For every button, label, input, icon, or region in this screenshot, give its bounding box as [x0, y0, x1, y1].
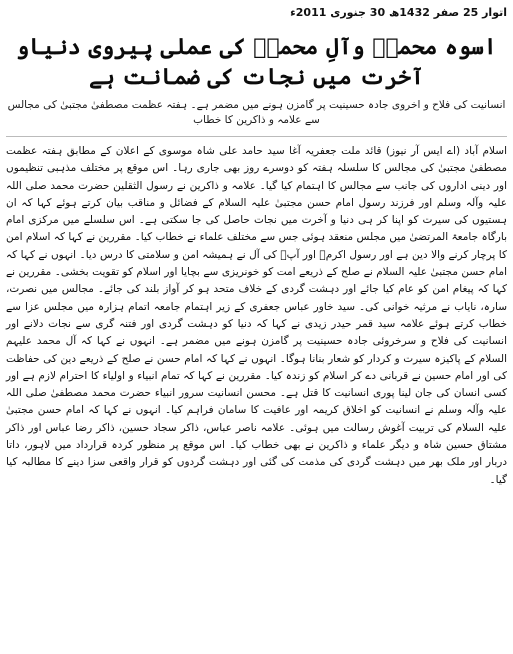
article-body: اسلام آباد (اے ایس آر نیوز) قائد ملت جعفریہ آغا سید حامد علی شاہ موسوی کے اعلان کے مطابق ہفتہ عظمت مصطفیٰ مجتبیٰ کی مجالس کا سلسلہ ہفتہ کو دوسرے روز بھی جاری رہا۔ اس موقع پر مختلف مذہبی تنظیموں اور دینی اداروں کی جانب سے مجالس کا اہتمام کیا گیا۔ علامہ و ذاکرین نے رسول الثقلین حضرت محمد صلی اللہ علیہ وآلہ وسلم اور فرزند رسول امام حسن مجتبیٰ علیہ السلام کے فضائل و مناقب بیان کرتے ہوئے کہا کہ ان ہستیوں کی سیرت کو اپنا کر ہی دنیا و آخرت میں نجات حاصل کی جا سکتی ہے۔ اس سلسلے میں مرکزی امام بارگاہ جامعۃ المرتضیٰ میں مجلس منعقد ہوئی جس سے مختلف علماء نے خطاب کیا۔ مقررین نے کہا کہ اسلام امن کا پرچار کرنے والا دین ہے اور رسول اکرمؐ اور آپؐ کی آل نے ہمیشہ امن و سلامتی کا درس دیا۔ انہوں نے کہا کہ امام حسن مجتبیٰ علیہ السلام نے صلح کے ذریعے امت کو خونریزی سے بچایا اور اسلام کو تقویت بخشی۔ مقررین نے کہا کہ پیغام امن کو عام کیا جائے اور دہشت گردی کے خلاف متحد ہو کر آواز بلند کی جائے۔ مجالس میں نصرت، سارہ، نایاب نے مرثیہ خوانی کی۔ سید خاور عباس جعفری کے زیر اہتمام جامعہ اتمام ہزارہ میں مجلس عزا سے خطاب کرتے ہوئے علامہ سید قمر حیدر زیدی نے کہا کہ دنیا کو دہشت گردی اور فتنہ گری سے نجات دلانے اور انسانیت کی فلاح و سرخروئی جادہ حسینیت پر گامزن ہونے میں مضمر ہے۔ انہوں نے کہا کہ آل محمد علیہم السلام کے پاکیزہ سیرت و کردار کو شعار بنانا ہوگا۔ انہوں نے کہا کہ امام حسن نے صلح کے ذریعے دین کی حفاظت کی اور امام حسین نے قربانی دے کر اسلام کو زندہ کیا۔ مقررین نے کہا کہ تمام انبیاء و اولیاء کا احترام لازم ہے اور کسی انسان کی جان لینا پوری انسانیت کا قتل ہے۔ محسن انسانیت سرور انبیاء حضرت محمد مصطفیٰ صلی اللہ علیہ وآلہ وسلم نے انسانیت کو اخلاق کریمہ اور عافیت کا سامان فراہم کیا۔ انہوں نے کہا کہ امام حسن مجتبیٰ علیہ السلام کی تربیت آغوش رسالت میں ہوئی۔ علامہ ناصر عباس، ذاکر سجاد حسین، ذاکر رضا عباس اور ذاکر مشتاق حسین شاہ و دیگر علماء و ذاکرین نے بھی خطاب کیا۔ اس موقع پر منظور کردہ قرارداد میں لاہور، داتا دربار اور ملک بھر میں دہشت گردی کی مذمت کی گئی اور دہشت گردوں کو قرار واقعی سزا دینے کا مطالبہ کیا گیا۔	[6, 145, 507, 486]
subheadline: انسانیت کی فلاح و اخروی جادہ حسینیت پر گامزن ہونے میں مضمر ہے۔ ہفتہ عظمت مصطفیٰ مجتبیٰ کی مجالس سے علامہ و ذاکرین کا خطاب	[7, 99, 506, 126]
dateline: اتوار 25 صفر 1432ھ 30 جنوری 2011ء	[290, 6, 507, 19]
divider	[6, 136, 507, 137]
headline: اسوہ محمدؐ وآلِ محمدؐ کی عملی پیروی دنیاو آخرت میں نجات کی ضمانت ہے	[16, 34, 497, 90]
